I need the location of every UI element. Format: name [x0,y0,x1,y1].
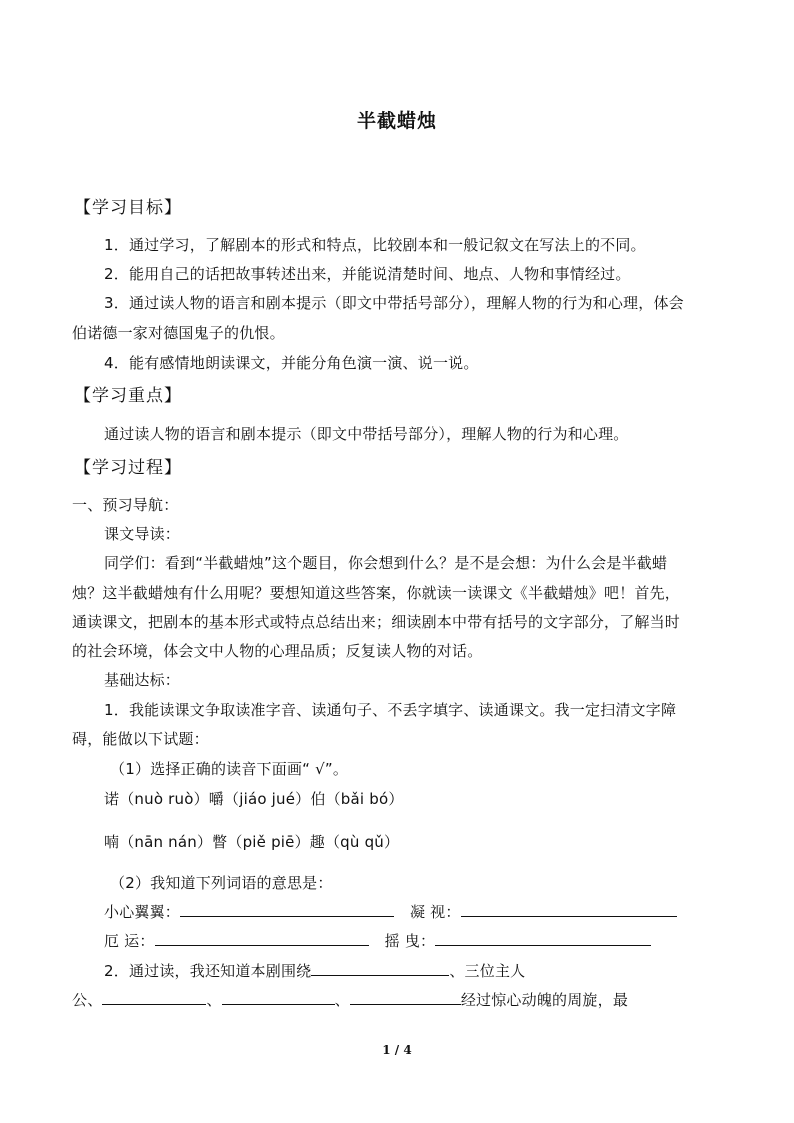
process-heading: 【学习过程】 [74,458,182,478]
answer-blank-4[interactable] [435,931,651,946]
sub-question-2: （2）我知道下列词语的意思是： [110,874,333,892]
pinyin-row-2: 喃（nān nán）瞥（piě piē）趣（qù qǔ） [104,833,400,851]
page-title: 半截蜡烛 [356,110,437,132]
task2-sep-1: 、 [206,991,222,1009]
focus-heading: 【学习重点】 [74,386,182,406]
preview-heading: 一、预习导航： [72,496,179,514]
answer-blank-1[interactable] [180,902,394,917]
task2-text-1: 2．通过读，我还知道本剧围绕 [104,962,312,980]
task1-line-2: 碍，能做以下试题： [72,730,209,748]
goals-heading: 【学习目标】 [74,198,182,218]
answer-blank-2[interactable] [461,902,677,917]
goal-item-1: 1．通过学习，了解剧本的形式和特点，比较剧本和一般记叙文在写法上的不同。 [104,236,646,254]
answer-blank-7[interactable] [222,990,335,1005]
answer-blank-5[interactable] [311,961,449,976]
word-label-1: 小心翼翼： [104,903,181,921]
answer-blank-8[interactable] [350,990,461,1005]
task2-text-1-tail: 、三位主人 [449,962,526,980]
word-label-4: 摇 曳： [384,932,436,950]
word-row-1 [104,901,677,922]
intro-label: 课文导读： [104,525,181,543]
page-number: 1 / 4 [382,1043,412,1057]
intro-line-3: 通读课文，把剧本的基本形式或特点总结出来；细读剧本中带有括号的文字部分，了解当时 [72,613,681,631]
answer-blank-3[interactable] [155,931,369,946]
goal-item-3-cont: 伯诺德一家对德国鬼子的仇恨。 [72,324,285,342]
goal-item-4: 4．能有感情地朗读课文，并能分角色演一演、说一说。 [104,354,479,372]
intro-line-2: 烛？这半截蜡烛有什么用呢？要想知道这些答案，你就读一读课文《半截蜡烛》吧！首先， [72,584,681,602]
task2-text-2-head: 公、 [72,991,103,1009]
basic-label: 基础达标： [104,671,181,689]
pinyin-row-1: 诺（nuò ruò）嚼（jiáo jué）伯（bǎi bó） [104,790,404,808]
goal-item-2: 2．能用自己的话把故事转述出来，并能说清楚时间、地点、人物和事情经过。 [104,265,631,283]
focus-text: 通过读人物的语言和剧本提示（即文中带括号部分），理解人物的行为和心理。 [104,425,629,443]
task2-line-2 [72,989,628,1010]
task2-sep-2: 、 [334,991,350,1009]
goal-item-3: 3．通过读人物的语言和剧本提示（即文中带括号部分），理解人物的行为和心理，体会 [104,294,684,312]
word-label-2: 凝 视： [410,903,461,921]
answer-blank-6[interactable] [102,990,206,1005]
sub-question-1: （1）选择正确的读音下面画“ √”。 [110,760,349,778]
intro-line-4: 的社会环境，体会文中人物的心理品质；反复读人物的对话。 [72,642,483,660]
word-label-3: 厄 运： [104,932,155,950]
intro-line-1: 同学们：看到“半截蜡烛”这个题目，你会想到什么？是不是会想：为什么会是半截蜡 [104,554,668,572]
task2-text-2-tail: 经过惊心动魄的周旋，最 [460,991,629,1009]
task2-line-1 [104,960,525,981]
word-row-2 [104,930,651,951]
task1-line-1: 1．我能读课文争取读准字音、读通句子、不丢字填字、读通课文。我一定扫清文字障 [104,701,677,719]
